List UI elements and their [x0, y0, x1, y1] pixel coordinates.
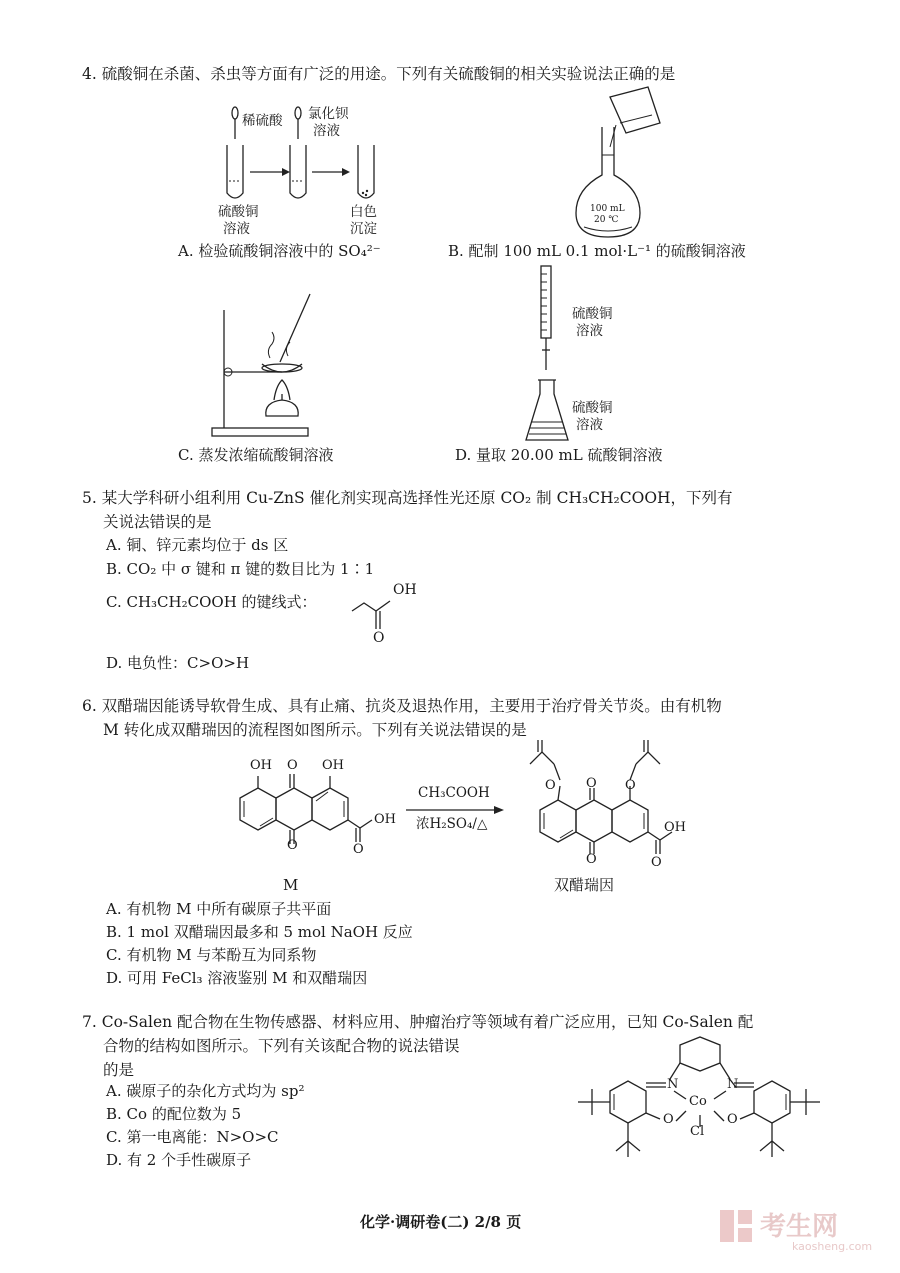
co-salen-o-right: O — [727, 1112, 738, 1127]
label-white-precipitate-1: 白色 — [350, 204, 377, 220]
q4-option-d: D. 量取 20.00 mL 硫酸铜溶液 — [455, 446, 663, 464]
q4-figure-d-burette — [520, 262, 620, 447]
diacerein-oh: OH — [664, 820, 686, 835]
q5-stem-line2: 关说法错误的是 — [103, 513, 212, 531]
watermark-text: 考生网 — [760, 1212, 839, 1242]
m-oh-right: OH — [322, 758, 344, 773]
label-barium-chloride-2: 溶液 — [313, 123, 340, 139]
q4-option-b: B. 配制 100 mL 0.1 mol·L⁻¹ 的硫酸铜溶液 — [448, 242, 746, 260]
watermark-logo-icon — [718, 1208, 754, 1244]
diacerein-o-acetyl-left: O — [545, 778, 556, 793]
co-salen-o-left: O — [663, 1112, 674, 1127]
reagent-acetic-acid: CH₃COOH — [418, 785, 490, 801]
watermark-url: kaosheng.com — [792, 1240, 873, 1253]
q5-option-c: C. CH₃CH₂COOH 的键线式： — [106, 593, 317, 611]
m-cooh-oh: OH — [374, 812, 396, 827]
propanoic-acid-skeletal-formula — [350, 585, 430, 645]
m-cooh-o: O — [353, 842, 364, 857]
label-burette-cuso4-2: 溶液 — [576, 323, 603, 339]
diacerein-o-bottom: O — [586, 852, 597, 867]
q6-option-c: C. 有机物 M 与苯酚互为同系物 — [106, 946, 317, 964]
q4-option-a: A. 检验硫酸铜溶液中的 SO₄²⁻ — [178, 242, 381, 260]
molecule-m-structure — [230, 770, 390, 860]
q4-stem: 4. 硫酸铜在杀菌、杀虫等方面有广泛的用途。下列有关硫酸铜的相关实验说法正确的是 — [82, 65, 676, 83]
co-salen-n-left: N — [667, 1077, 679, 1092]
label-barium-chloride-1: 氯化钡 — [308, 106, 349, 122]
page-footer: 化学·调研卷(二) 2/8 页 — [360, 1213, 522, 1231]
q7-option-c: C. 第一电离能：N>O>C — [106, 1128, 279, 1146]
q6-option-d: D. 可用 FeCl₃ 溶液鉴别 M 和双醋瑞因 — [106, 969, 368, 987]
q5-option-b: B. CO₂ 中 σ 键和 π 键的数目比为 1∶1 — [106, 560, 375, 578]
m-oh-left: OH — [250, 758, 272, 773]
flask-temperature-label: 20 ℃ — [594, 215, 619, 225]
q7-stem-line2: 合物的结构如图所示。下列有关该配合物的说法错误 — [103, 1037, 460, 1055]
q5-oh-label: OH — [393, 582, 417, 598]
q5-option-a: A. 铜、锌元素均位于 ds 区 — [106, 536, 289, 554]
q5-o-label: O — [373, 630, 385, 646]
q7-option-d: D. 有 2 个手性碳原子 — [106, 1151, 252, 1169]
q7-option-b: B. Co 的配位数为 5 — [106, 1105, 242, 1123]
q7-stem-line3: 的是 — [103, 1061, 135, 1079]
diacerein-o-top: O — [586, 776, 597, 791]
diacerein-structure — [520, 740, 710, 880]
label-m: M — [283, 876, 299, 894]
label-white-precipitate-2: 沉淀 — [350, 221, 377, 237]
q6-option-b: B. 1 mol 双醋瑞因最多和 5 mol NaOH 反应 — [106, 923, 413, 941]
co-salen-cl: Cl — [690, 1124, 705, 1139]
label-diacerein: 双醋瑞因 — [554, 876, 615, 894]
diacerein-cooh-o: O — [651, 855, 662, 870]
label-flask-cuso4-2: 溶液 — [576, 417, 603, 433]
label-copper-sulfate-2: 溶液 — [223, 221, 250, 237]
co-salen-co: Co — [689, 1094, 707, 1109]
label-dilute-sulfuric-acid: 稀硫酸 — [242, 113, 283, 129]
co-salen-n-right: N — [727, 1077, 739, 1092]
label-flask-cuso4-1: 硫酸铜 — [572, 400, 613, 416]
q6-stem-line2: M 转化成双醋瑞因的流程图如图所示。下列有关说法错误的是 — [103, 721, 527, 739]
q7-stem-line1: 7. Co-Salen 配合物在生物传感器、材料应用、肿瘤治疗等领域有着广泛应用，已知 Co-Salen 配 — [82, 1013, 754, 1031]
label-copper-sulfate-1: 硫酸铜 — [218, 204, 259, 220]
q7-option-a: A. 碳原子的杂化方式均为 sp² — [106, 1082, 305, 1100]
m-o-bottom: O — [287, 838, 298, 853]
q4-figure-c-evaporation — [210, 290, 320, 440]
q5-stem-line1: 5. 某大学科研小组利用 Cu-ZnS 催化剂实现高选择性光还原 CO₂ 制 CH₃CH₂COOH，下列有 — [82, 489, 733, 507]
label-burette-cuso4-1: 硫酸铜 — [572, 306, 613, 322]
q6-stem-line1: 6. 双醋瑞因能诱导软骨生成、具有止痛、抗炎及退热作用，主要用于治疗骨关节炎。由有机物 — [82, 697, 722, 715]
reagent-conditions: 浓H₂SO₄/△ — [416, 816, 488, 832]
flask-volume-label: 100 mL — [590, 204, 625, 214]
q6-option-a: A. 有机物 M 中所有碳原子共平面 — [106, 900, 332, 918]
q5-option-d: D. 电负性：C>O>H — [106, 654, 250, 672]
q4-option-c: C. 蒸发浓缩硫酸铜溶液 — [178, 446, 334, 464]
m-o-top: O — [287, 758, 298, 773]
q4-figure-b-volumetric-flask — [570, 85, 680, 245]
diacerein-o-acetyl-right: O — [625, 778, 636, 793]
